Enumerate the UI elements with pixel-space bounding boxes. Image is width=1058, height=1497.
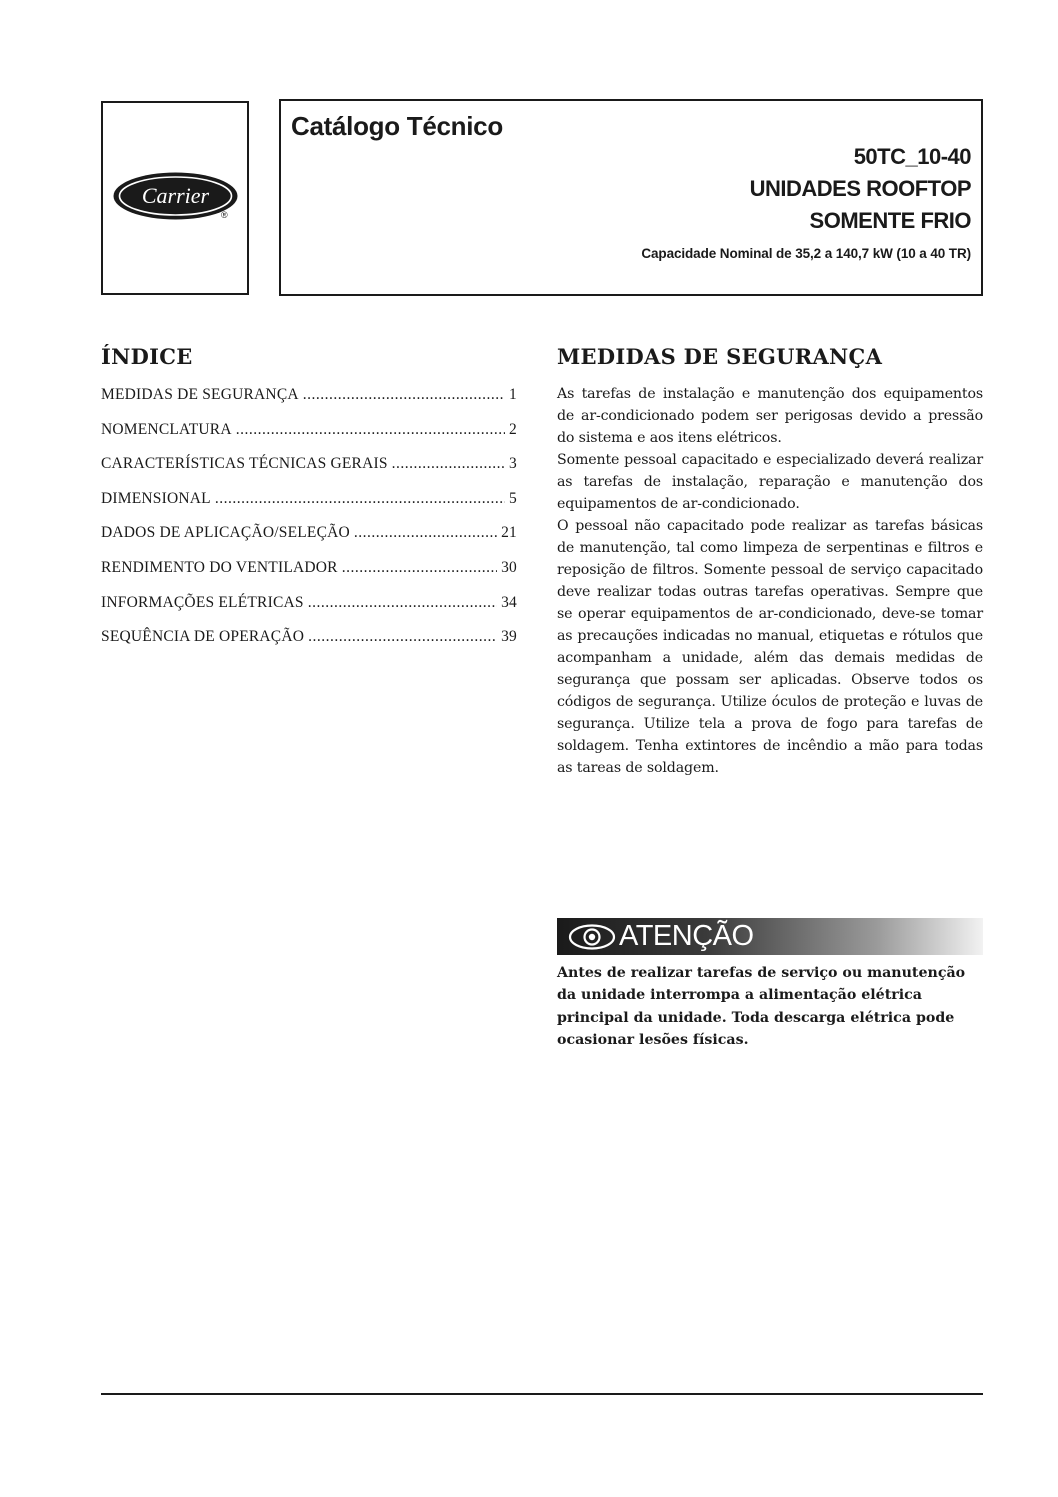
warning-text: Antes de realizar tarefas de serviço ou manutenção da unidade interrompa a alimentação elétrica principal da unidade. Toda descarga elétrica pode ocasionar lesões físicas. xyxy=(557,965,966,1049)
toc-leader xyxy=(354,524,497,542)
toc-leader xyxy=(303,386,505,404)
toc-label: SEQUÊNCIA DE OPERAÇÃO xyxy=(101,628,305,646)
model-number: 50TC_10-40 xyxy=(853,144,971,169)
safety-paragraph: As tarefas de instalação e manutenção dos equipamentos de ar-condicionado podem ser perigosas devido a pressão do sistema e aos itens elétricos. xyxy=(557,386,983,446)
toc-item[interactable] xyxy=(101,628,517,651)
toc-page: 1 xyxy=(509,386,517,403)
toc-item[interactable] xyxy=(101,524,517,547)
carrier-logo xyxy=(112,171,239,221)
toc-leader xyxy=(308,594,497,612)
toc-item[interactable] xyxy=(101,421,517,444)
table-of-contents xyxy=(101,386,517,663)
toc-page: 39 xyxy=(501,628,517,646)
toc-label: CARACTERÍSTICAS TÉCNICAS GERAIS xyxy=(101,455,388,473)
toc-label: NOMENCLATURA xyxy=(101,420,232,438)
footer-divider xyxy=(101,1393,983,1395)
logo-text: Carrier xyxy=(141,183,210,208)
attention-label: ATENÇÃO xyxy=(619,920,754,952)
safety-body xyxy=(557,383,983,779)
eye-icon xyxy=(567,923,617,951)
toc-label: INFORMAÇÕES ELÉTRICAS xyxy=(101,593,304,611)
toc-page: 3 xyxy=(509,455,517,473)
catalog-title: Catálogo Técnico xyxy=(291,111,503,141)
registered-mark: ® xyxy=(221,210,228,220)
toc-label: RENDIMENTO DO VENTILADOR xyxy=(101,558,338,576)
product-line-2: SOMENTE FRIO xyxy=(809,208,971,233)
toc-item[interactable] xyxy=(101,594,517,617)
toc-label: MEDIDAS DE SEGURANÇA xyxy=(101,386,299,403)
toc-leader xyxy=(308,628,497,646)
toc-leader xyxy=(236,421,505,439)
toc-page: 5 xyxy=(509,489,517,507)
toc-leader xyxy=(392,455,505,473)
toc-leader xyxy=(342,559,497,577)
toc-leader xyxy=(215,490,505,508)
capacity-text: Capacidade Nominal de 35,2 a 140,7 kW (10 a 40 TR) xyxy=(641,246,971,261)
toc-page: 30 xyxy=(501,558,517,576)
toc-item[interactable] xyxy=(101,455,517,478)
toc-label: DADOS DE APLICAÇÃO/SELEÇÃO xyxy=(101,524,350,542)
logo-box xyxy=(101,101,249,295)
safety-paragraph: Somente pessoal capacitado e especializado deverá realizar as tarefas de instalação, reparação e manutenção dos equipamentos de ar-condicionado. xyxy=(557,452,983,512)
toc-item[interactable] xyxy=(101,490,517,513)
index-heading: ÍNDICE xyxy=(101,344,193,369)
safety-heading: MEDIDAS DE SEGURANÇA xyxy=(557,344,883,369)
toc-label: DIMENSIONAL xyxy=(101,489,211,507)
title-box xyxy=(279,99,983,296)
toc-page: 2 xyxy=(509,420,517,438)
toc-page: 34 xyxy=(501,593,517,611)
toc-item[interactable] xyxy=(101,386,517,409)
product-line-1: UNIDADES ROOFTOP xyxy=(749,176,971,201)
safety-paragraph: O pessoal não capacitado pode realizar as tarefas básicas de manutenção, tal como limpeza de serpentinas e filtros e reposição de filtros. Somente pessoal de serviço capacitado deve realizar todas outras tarefas operativas. Sempre que se operar equipamentos de ar-condicionado, deve-se tomar as precauções indicadas no manual, etiquetas e rótulos que acompanham a unidade, além das demais medidas de segurança que possam ser aplicadas. Observe todos os códigos de segurança. Utilize óculos de proteção e luvas de segurança. Utilize tela a prova de fogo para tarefas de soldagem. Tenha extintores de incêndio a mão para todas as tareas de soldagem. xyxy=(557,518,983,776)
toc-page: 21 xyxy=(501,524,517,542)
toc-item[interactable] xyxy=(101,559,517,582)
attention-banner xyxy=(557,918,983,955)
